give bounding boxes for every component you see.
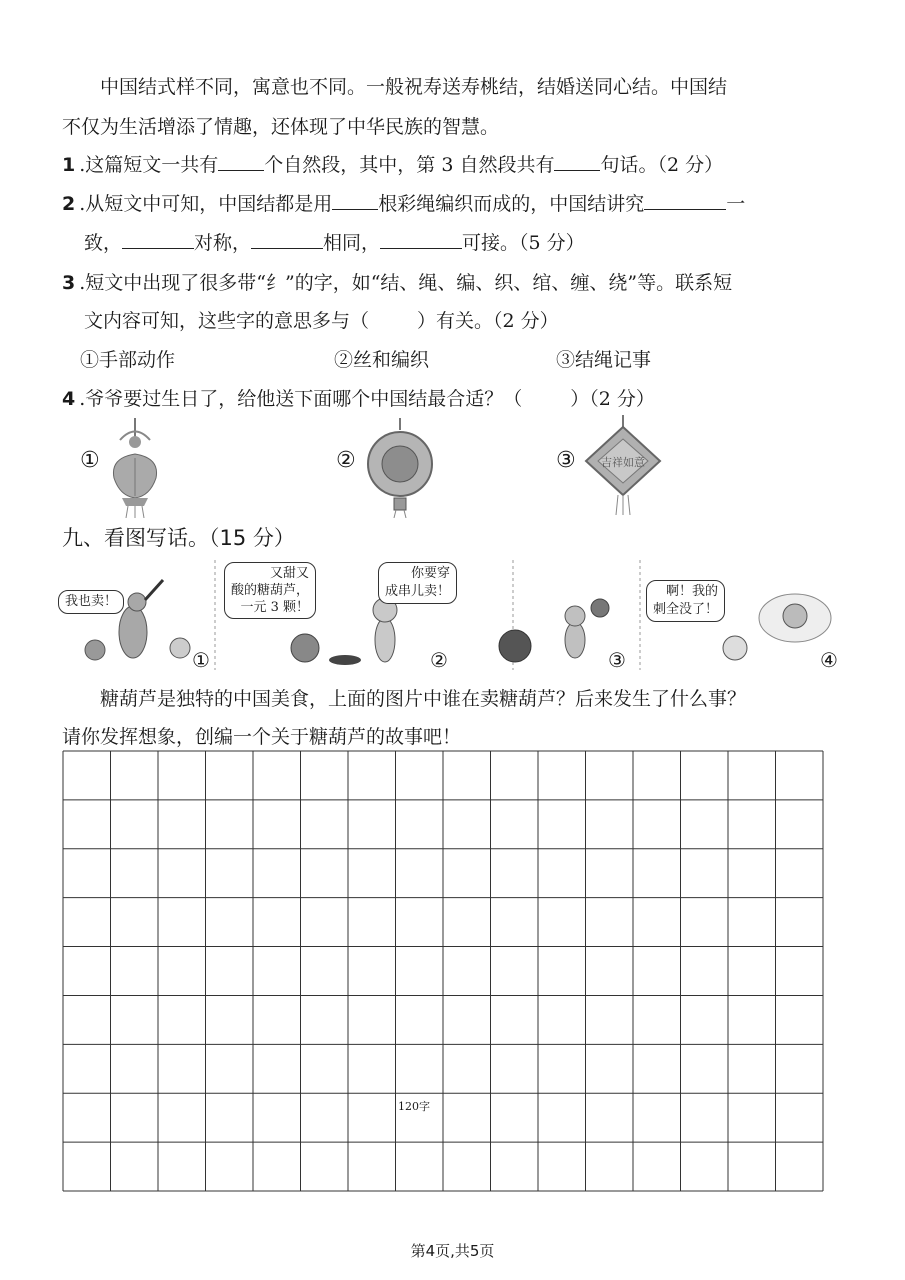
panel-number-1: ① (192, 648, 210, 672)
bubble-2-line-3: 一元 3 颗！ (240, 600, 310, 615)
q4-text-b: ）（2 分） (570, 388, 655, 410)
hedgehog-icon (723, 636, 747, 660)
q4-text-a: .爷爷要过生日了，给他送下面哪个中国结最合适？（ (79, 388, 523, 410)
q2-text-d: 致， (84, 232, 123, 254)
bird-icon (591, 599, 609, 617)
bubble-3-line-2: 成串儿卖！ (385, 584, 451, 599)
word-count-marker: 120字 (398, 1100, 430, 1113)
panel-number-4: ④ (820, 648, 838, 672)
cat-icon (170, 638, 190, 658)
q2-text-b: 根彩绳编织而成的，中国结讲究 (378, 193, 645, 215)
peach-knot-icon (100, 418, 170, 518)
speech-bubble-2 (224, 562, 316, 619)
fox-icon (783, 604, 807, 628)
q2-text-e: 对称， (194, 232, 252, 254)
q2-blank-4[interactable] (251, 232, 323, 249)
q2-blank-3[interactable] (122, 232, 194, 249)
writing-grid[interactable] (62, 750, 824, 1192)
question-3 (62, 264, 847, 302)
q1-text-c: 句话。（2 分） (600, 154, 724, 176)
bubble-2-line-2: 酸的糖葫芦， (231, 583, 310, 598)
question-2-number: 2 (62, 193, 76, 215)
q1-blank-sentences[interactable] (554, 154, 600, 171)
bubble-2-line-1: 又甜又 (270, 566, 310, 581)
bubble-4-line-1: 啊！我的 (666, 584, 719, 599)
hedgehog-icon (499, 630, 531, 662)
knot-stamp-text: 吉祥如意 (601, 456, 645, 469)
hedgehog-icon (85, 640, 105, 660)
question-2 (62, 185, 847, 223)
round-knot-icon (360, 418, 440, 518)
speech-bubble-4 (646, 580, 725, 622)
question-1-number: 1 (62, 154, 76, 176)
q2-text-a: .从短文中可知，中国结都是用 (79, 193, 333, 215)
writing-prompt-line-2: 请你发挥想象，创编一个关于糖葫芦的故事吧！ (62, 726, 462, 748)
bubble-3-line-1: 你要穿 (411, 566, 451, 581)
panel-number-3: ③ (608, 648, 626, 672)
q2-text-c: 一 (726, 193, 746, 215)
lucky-knot-icon (578, 415, 668, 515)
q3-option-2[interactable]: ②丝和编织 (334, 349, 430, 371)
q1-text-b: 个自然段，其中，第 3 自然段共有 (264, 154, 555, 176)
q2-text-g: 可接。（5 分） (462, 232, 585, 254)
q1-blank-paragraphs[interactable] (218, 154, 264, 171)
q3-text-a: .短文中出现了很多带“纟”的字，如“结、绳、编、织、绾、缠、绕”等。联系短 (79, 272, 733, 294)
question-1 (62, 146, 847, 184)
q2-blank-1[interactable] (332, 193, 378, 210)
question-4-number: 4 (62, 388, 76, 410)
writing-prompt-line-1: 糖葫芦是独特的中国美食，上面的图片中谁在卖糖葫芦？后来发生了什么事？ (100, 688, 747, 710)
passage-line-2: 不仅为生活增添了情趣，还体现了中华民族的智慧。 (62, 116, 500, 138)
q3-option-1[interactable]: ①手部动作 (80, 349, 176, 371)
fox-illustration (373, 598, 397, 662)
q2-blank-2[interactable] (644, 193, 726, 210)
panel-number-2: ② (430, 648, 448, 672)
hedgehog-icon (291, 634, 319, 662)
question-3-cont (84, 302, 847, 340)
knot-option-2-label[interactable]: ② (336, 448, 356, 473)
q3-option-3[interactable]: ③结绳记事 (556, 349, 652, 371)
dog-illustration (565, 606, 585, 658)
q2-text-f: 相同， (323, 232, 381, 254)
candied-haws-pile-icon (329, 655, 361, 665)
knot-option-3-label[interactable]: ③ (556, 448, 576, 473)
passage-line-1: 中国结式样不同，寓意也不同。一般祝寿送寿桃结，结婚送同心结。中国结 (100, 76, 728, 98)
q2-blank-5[interactable] (380, 232, 462, 249)
question-3-number: 3 (62, 272, 76, 294)
bubble-4-line-2: 刺全没了！ (653, 602, 719, 617)
knot-option-1-label[interactable]: ① (80, 448, 100, 473)
q1-text-a: .这篇短文一共有 (79, 154, 219, 176)
q3-text-b: 文内容可知，这些字的意思多与（ (84, 310, 370, 332)
question-4 (62, 380, 847, 418)
kangaroo-illustration (119, 580, 163, 658)
section-9-title: 九、看图写话。（15 分） (62, 526, 295, 550)
page-footer: 第4页,共5页 (410, 1242, 495, 1260)
q3-text-c: ）有关。（2 分） (417, 310, 559, 332)
speech-bubble-3 (378, 562, 457, 604)
question-2-cont (84, 224, 847, 262)
speech-bubble-1: 我也卖！ (58, 590, 124, 614)
